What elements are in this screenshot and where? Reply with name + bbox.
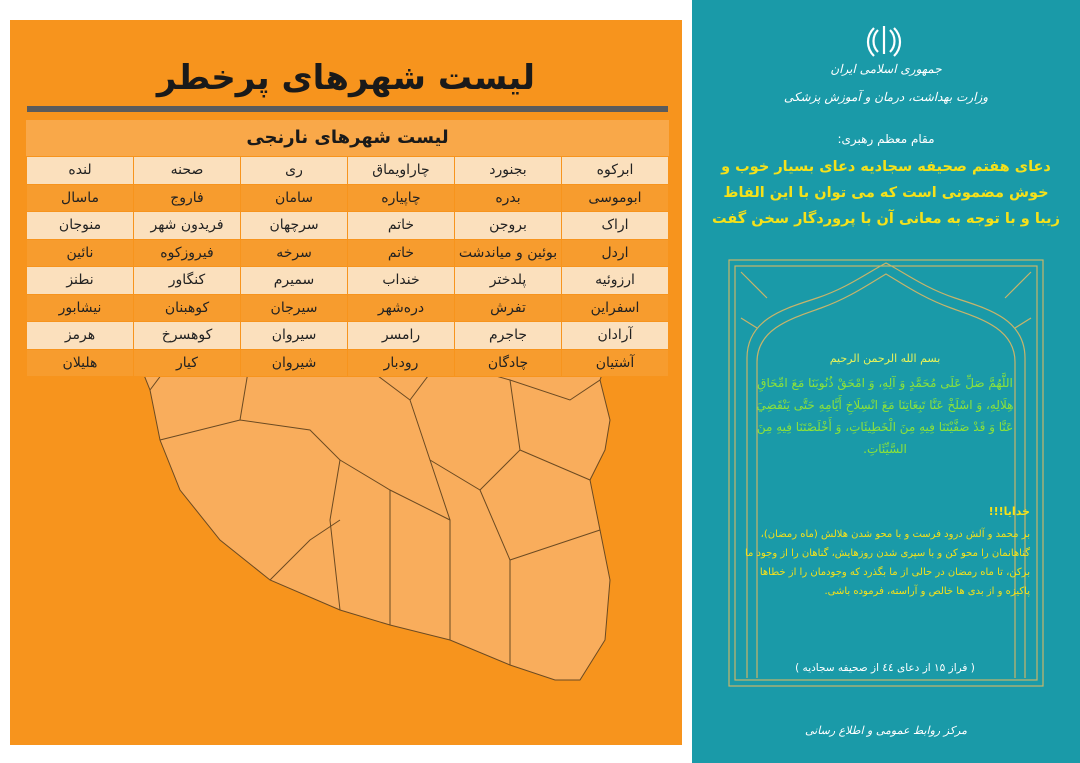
city-cell: فیروزکوه — [134, 239, 241, 267]
leader-quote: دعای هفتم صحیفه سجادیه دعای بسیار خوب و خوش مضمونی است که می توان با این الفاظ زیبا و با توجه به معانی آن با پروردگار سخن گفت — [712, 159, 1060, 227]
city-cell: بدره — [455, 184, 562, 212]
city-cell: خنداب — [348, 267, 455, 295]
government-name: جمهوری اسلامی ایران — [830, 62, 942, 76]
prayer-source: ( فراز ۱۵ از دعای ٤٤ از صحیفه سجادیه ) — [795, 662, 975, 674]
city-cell: سامان — [241, 184, 348, 212]
city-cell: سرخه — [241, 239, 348, 267]
city-cell: ارزوئیه — [562, 267, 669, 295]
city-cell: منوجان — [27, 212, 134, 240]
table-row — [27, 239, 669, 267]
city-cell: ری — [241, 157, 348, 185]
table-subtitle: لیست شهرهای نارنجی — [26, 120, 669, 156]
table-row — [27, 349, 669, 377]
iran-emblem-icon — [864, 20, 904, 60]
city-cell: چاپیاره — [348, 184, 455, 212]
city-cell: ابرکوه — [562, 157, 669, 185]
cities-table — [26, 156, 669, 377]
city-cell: نیشابور — [27, 294, 134, 322]
cities-table-section — [26, 120, 669, 377]
table-row — [27, 294, 669, 322]
city-cell: پلدختر — [455, 267, 562, 295]
city-cell: شیروان — [241, 349, 348, 377]
arabic-prayer — [754, 348, 1016, 460]
city-cell: خاتم — [348, 212, 455, 240]
ministry-name: وزارت بهداشت، درمان و آموزش پزشکی — [783, 90, 989, 104]
orange-cities-panel — [10, 20, 682, 745]
ministry-message-panel — [692, 0, 1080, 763]
city-cell: کوهبنان — [134, 294, 241, 322]
basmala: بسم الله الرحمن الرحیم — [829, 352, 941, 365]
city-cell: بجنورد — [455, 157, 562, 185]
city-cell: سیروان — [241, 322, 348, 350]
city-cell: سمیرم — [241, 267, 348, 295]
table-row — [27, 212, 669, 240]
city-cell: بروجن — [455, 212, 562, 240]
city-cell: رامسر — [348, 322, 455, 350]
city-cell: رودبار — [348, 349, 455, 377]
city-cell: اراک — [562, 212, 669, 240]
city-cell: سرچهان — [241, 212, 348, 240]
translation-title: خدایا!!! — [988, 505, 1030, 518]
city-cell: لنده — [27, 157, 134, 185]
city-cell: ماسال — [27, 184, 134, 212]
title-divider — [27, 106, 668, 112]
city-cell: دره‌شهر — [348, 294, 455, 322]
city-cell: جاجرم — [455, 322, 562, 350]
city-cell: چادگان — [455, 349, 562, 377]
city-cell: خاتم — [348, 239, 455, 267]
city-cell: بوئین و میاندشت — [455, 239, 562, 267]
city-cell: آرادان — [562, 322, 669, 350]
city-cell: چاراویماق — [348, 157, 455, 185]
table-row — [27, 157, 669, 185]
city-cell: کیار — [134, 349, 241, 377]
city-cell: نائین — [27, 239, 134, 267]
city-cell: اسفراین — [562, 294, 669, 322]
persian-translation: بر محمد و آلش درود فرست و با محو شدن هلالش (ماه رمضان)، گناهانمان را محو کن و با سپری شدن روزهایش، گناهان را از وجود ما برکن، تا ماه رمضان در حالی از ما بگذرد که وجودمان را از خطاها پاکیزه و از بدی ها خالص و آراسته، فرموده باشی. — [744, 529, 1030, 597]
prayer-text: اللَّهُمَّ صَلِّ عَلَى مُحَمَّدٍ وَ آلِهِ، وَ امْحَقْ ذُنُوبَنَا مَعَ امِّحَاقِ هِلَالِهِ، وَ اسْلَخْ عَنَّا تَبِعَاتِنَا مَعَ انْسِلَاخِ أَيَّامِهِ حَتَّى يَنْقَضِيَ عَنَّا وَ قَدْ صَفَّيْتَنَا فِيهِ مِنَ الْخَطِيئَاتِ، وَ أَخْلَصْتَنَا فِيهِ مِنَ السَّيِّئَاتِ. — [756, 376, 1014, 456]
arch-frame-icon — [727, 258, 1045, 688]
city-cell: نطنز — [27, 267, 134, 295]
table-row — [27, 184, 669, 212]
city-cell: سیرجان — [241, 294, 348, 322]
leader-label: مقام معظم رهبری: — [837, 132, 935, 146]
city-cell: آشتیان — [562, 349, 669, 377]
city-cell: تفرش — [455, 294, 562, 322]
city-cell: فریدون شهر — [134, 212, 241, 240]
city-cell: اردل — [562, 239, 669, 267]
city-cell: هرمز — [27, 322, 134, 350]
city-cell: فاروج — [134, 184, 241, 212]
table-row — [27, 322, 669, 350]
page-title: لیست شهرهای پرخطر — [156, 58, 536, 98]
city-cell: صحنه — [134, 157, 241, 185]
table-row — [27, 267, 669, 295]
city-cell: کوهسرخ — [134, 322, 241, 350]
footer-credit: مرکز روابط عمومی و اطلاع رسانی — [805, 724, 967, 737]
city-cell: کنگاور — [134, 267, 241, 295]
city-cell: هلیلان — [27, 349, 134, 377]
city-cell: ابوموسی — [562, 184, 669, 212]
